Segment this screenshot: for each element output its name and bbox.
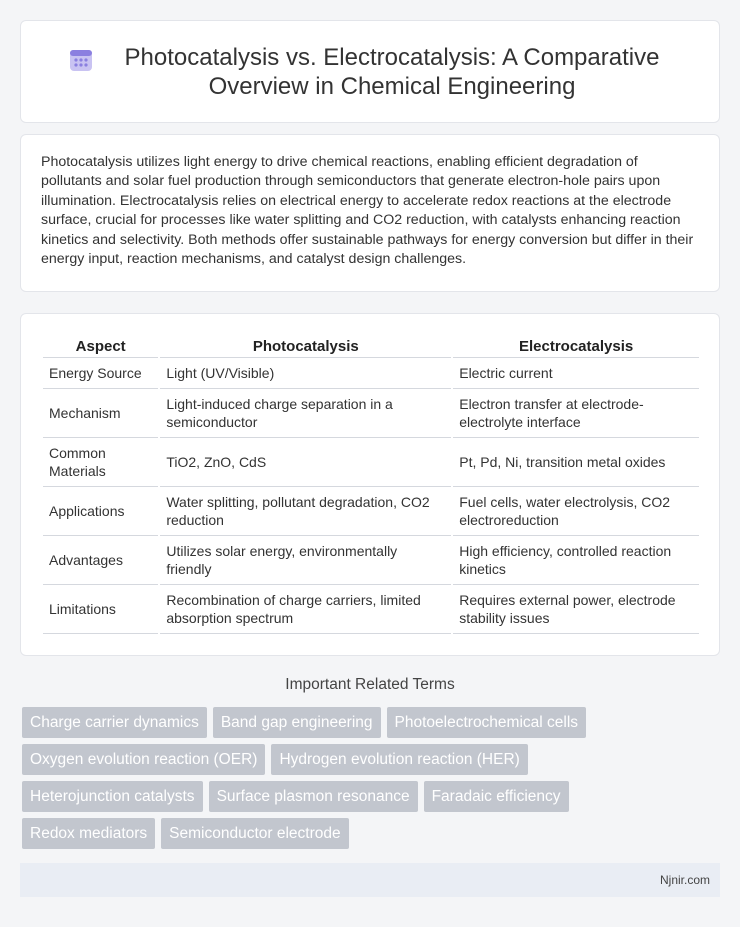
table-cell: Advantages xyxy=(43,536,158,585)
table-cell: Applications xyxy=(43,487,158,536)
intro-card xyxy=(20,134,720,292)
related-terms-tags xyxy=(22,707,722,855)
table-cell: Requires external power, electrode stability issues xyxy=(453,585,699,634)
tag-hydrogen-evolution-reaction[interactable]: Hydrogen evolution reaction (HER) xyxy=(271,744,527,775)
header-electrocatalysis: Electrocatalysis xyxy=(453,334,699,358)
intro-paragraph: Photocatalysis utilizes light energy to drive chemical reactions, enabling efficient degradation of pollutants and solar fuel production through semiconductors that generate electron-hole pairs upon illumination. Electrocatalysis relies on electrical energy to accelerate redox reactions at the electrode surface, crucial for processes like water splitting and CO2 reduction, with catalysts enhancing reaction kinetics and selectivity. Both methods offer sustainable pathways for energy conversion but differ in their energy input, reaction mechanisms, and catalyst design challenges. xyxy=(41,154,694,268)
table-cell: Electron transfer at electrode-electrolyte interface xyxy=(453,389,699,438)
comparison-table-card xyxy=(20,313,720,656)
tag-charge-carrier-dynamics[interactable]: Charge carrier dynamics xyxy=(22,707,207,738)
tag-oxygen-evolution-reaction[interactable]: Oxygen evolution reaction (OER) xyxy=(22,744,265,775)
table-row xyxy=(43,487,699,536)
table-cell: Mechanism xyxy=(43,389,158,438)
table-cell: Electric current xyxy=(453,358,699,389)
header-photocatalysis: Photocatalysis xyxy=(160,334,451,358)
table-row xyxy=(43,389,699,438)
table-cell: High efficiency, controlled reaction kinetics xyxy=(453,536,699,585)
page-title: Photocatalysis vs. Electrocatalysis: A Comparative Overview in Chemical Engineering xyxy=(124,43,660,100)
table-cell: Fuel cells, water electrolysis, CO2 electroreduction xyxy=(453,487,699,536)
comparison-table xyxy=(41,334,701,634)
calendar-grid-icon xyxy=(68,47,94,73)
table-cell: Light-induced charge separation in a semiconductor xyxy=(160,389,451,438)
tag-redox-mediators[interactable]: Redox mediators xyxy=(22,818,155,849)
tag-band-gap-engineering[interactable]: Band gap engineering xyxy=(213,707,381,738)
tag-semiconductor-electrode[interactable]: Semiconductor electrode xyxy=(161,818,348,849)
table-row xyxy=(43,585,699,634)
table-cell: TiO2, ZnO, CdS xyxy=(160,438,451,487)
table-row xyxy=(43,358,699,389)
header-aspect: Aspect xyxy=(43,334,158,358)
tag-surface-plasmon-resonance[interactable]: Surface plasmon resonance xyxy=(209,781,418,812)
tag-faradaic-efficiency[interactable]: Faradaic efficiency xyxy=(424,781,569,812)
table-cell: Light (UV/Visible) xyxy=(160,358,451,389)
table-cell: Energy Source xyxy=(43,358,158,389)
title-card xyxy=(20,20,720,123)
table-cell: Utilizes solar energy, environmentally friendly xyxy=(160,536,451,585)
footer xyxy=(20,863,720,897)
table-row xyxy=(43,536,699,585)
table-row xyxy=(43,438,699,487)
table-cell: Common Materials xyxy=(43,438,158,487)
footer-site-link[interactable]: Njnir.com xyxy=(659,873,710,887)
table-cell: Limitations xyxy=(43,585,158,634)
table-header-row xyxy=(43,334,699,358)
related-terms-title: Important Related Terms xyxy=(285,676,455,693)
tag-heterojunction-catalysts[interactable]: Heterojunction catalysts xyxy=(22,781,203,812)
table-cell: Recombination of charge carriers, limited absorption spectrum xyxy=(160,585,451,634)
table-cell: Water splitting, pollutant degradation, CO2 reduction xyxy=(160,487,451,536)
table-cell: Pt, Pd, Ni, transition metal oxides xyxy=(453,438,699,487)
tag-photoelectrochemical-cells[interactable]: Photoelectrochemical cells xyxy=(387,707,587,738)
